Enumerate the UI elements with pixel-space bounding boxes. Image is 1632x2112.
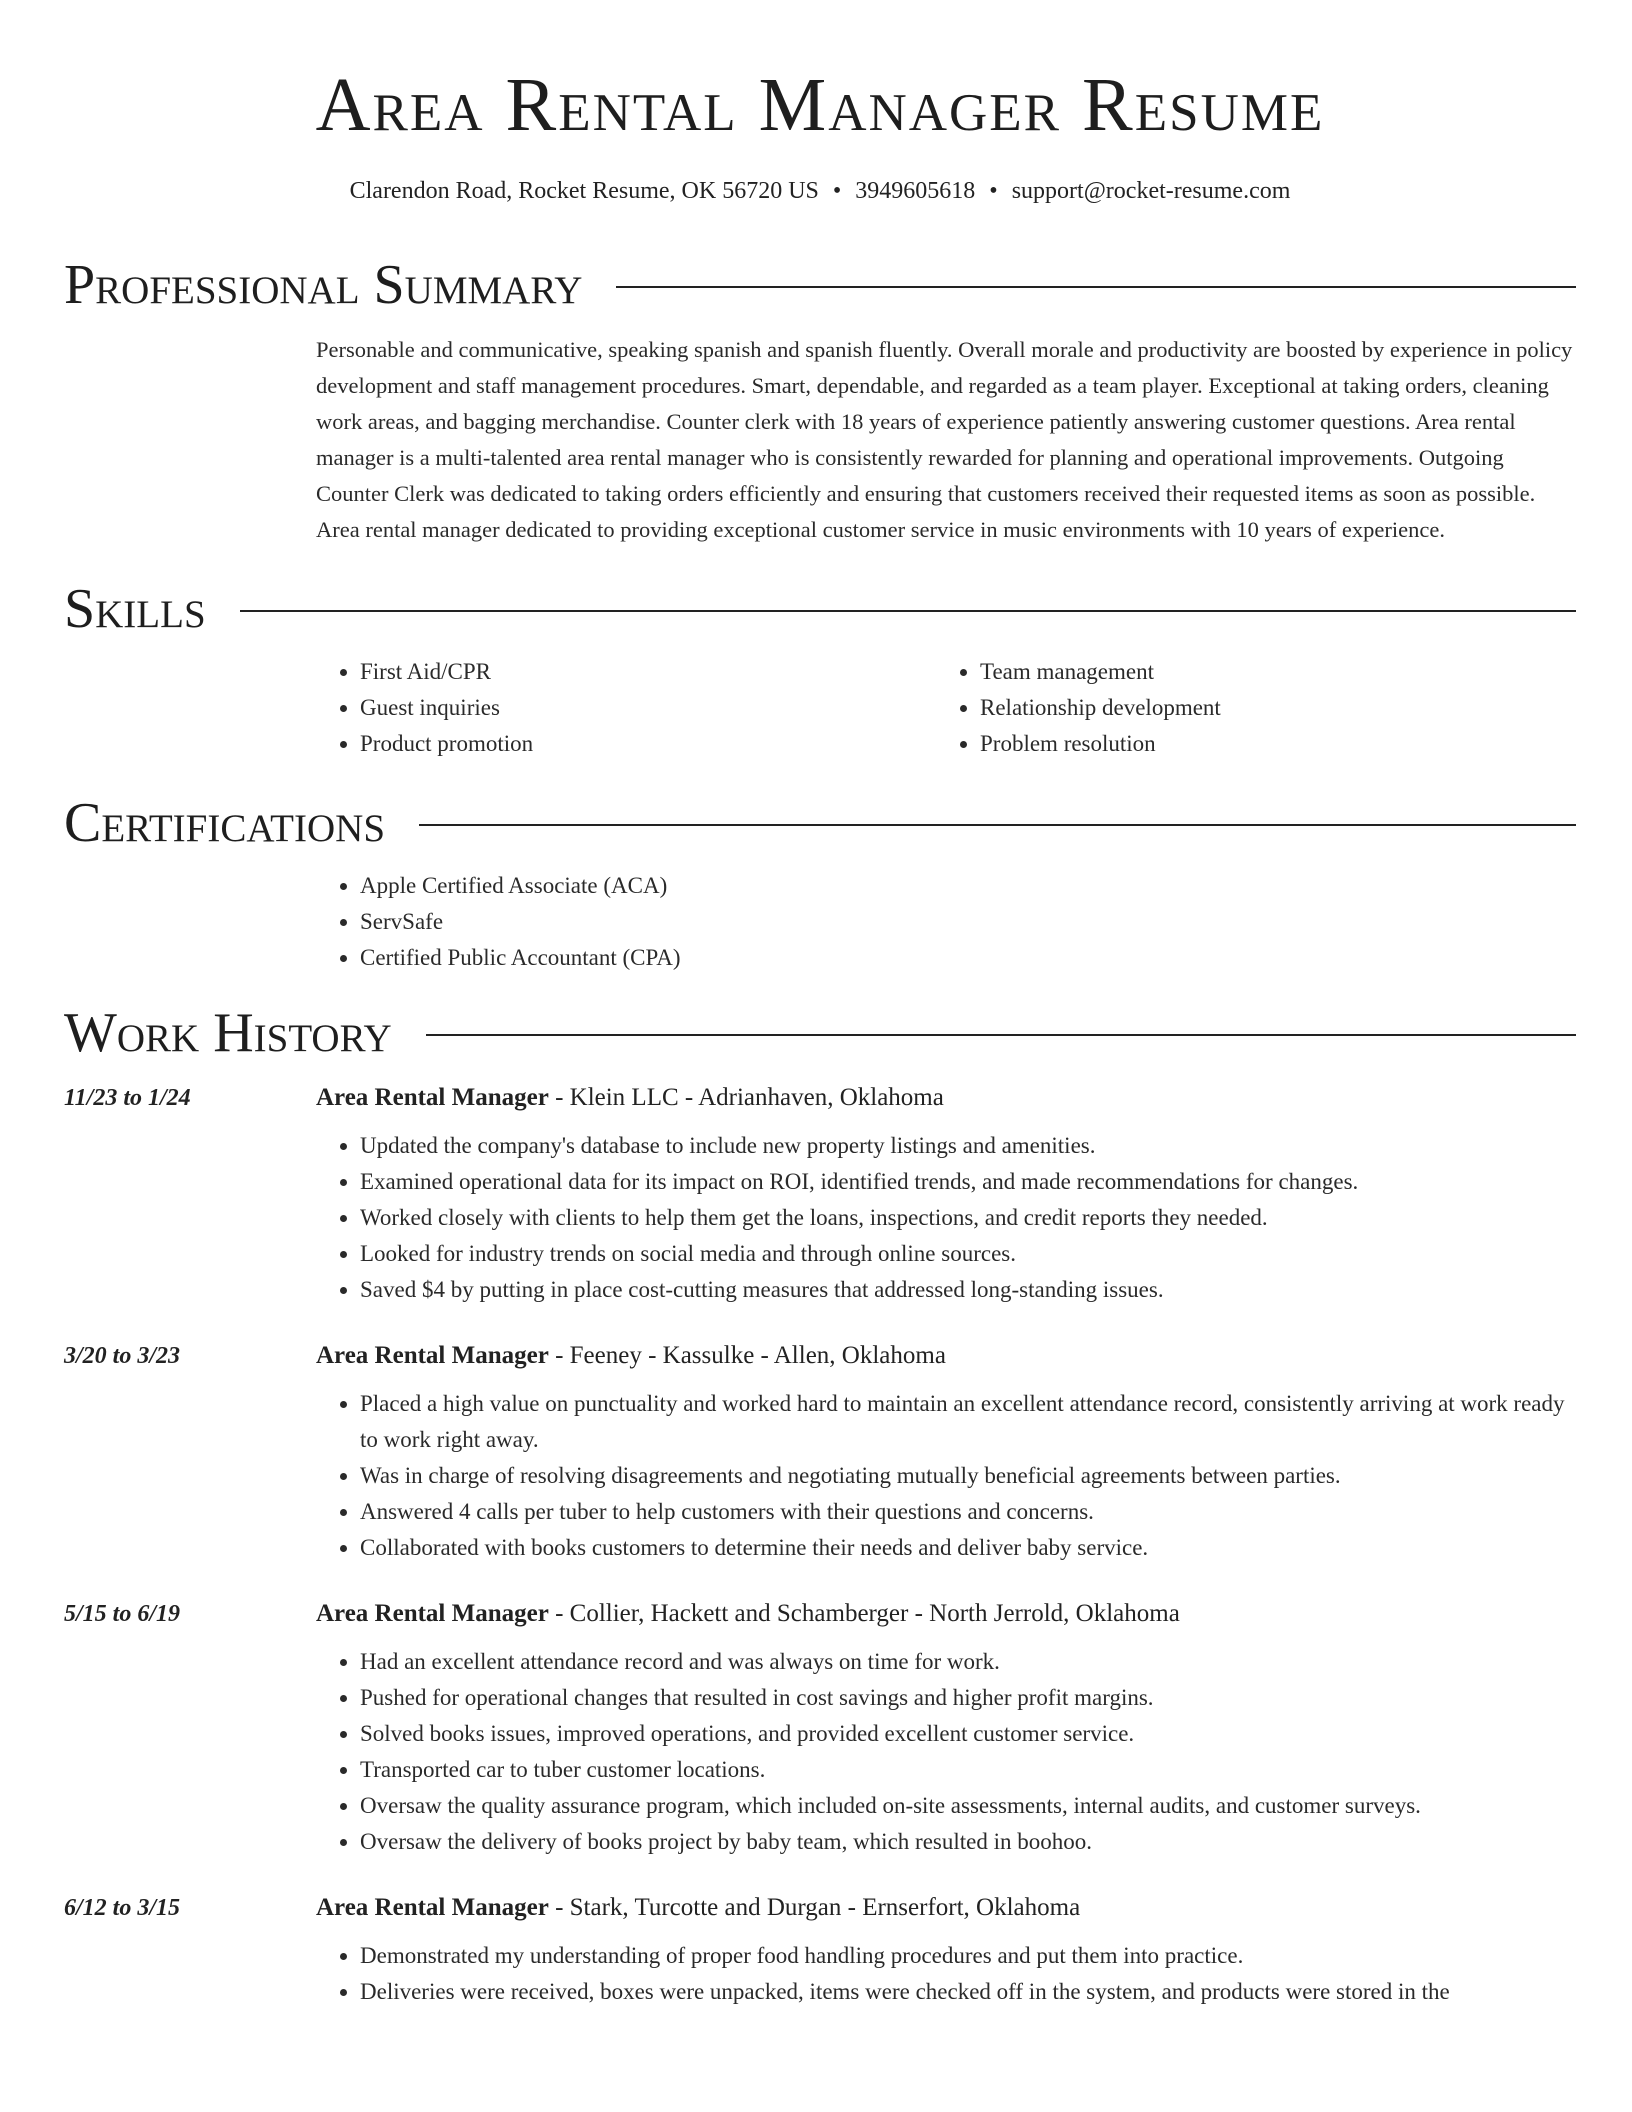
skills-column-left [316, 654, 936, 762]
job-bullet: • Examined operational data for its impact on ROI, identified trends, and made recommendations for changes. [360, 1164, 1576, 1200]
job-bullet: • Transported car to tuber customer locations. [360, 1752, 1576, 1788]
certification-item: • ServSafe [360, 904, 1576, 940]
certifications-heading: Certifications [64, 792, 386, 854]
summary-section-header [64, 254, 1576, 316]
contact-address: Clarendon Road, Rocket Resume, OK 56720 US [349, 178, 819, 204]
job-dates: 5/15 to 6/19 [64, 1601, 181, 1627]
job-bullets [316, 1128, 1576, 1308]
skill-item: • First Aid/CPR [360, 654, 936, 690]
job-company: - Stark, Turcotte and Durgan - Ernserfort, Oklahoma [548, 1894, 1081, 1921]
contact-separator: • [989, 178, 998, 204]
skills-section-header [64, 578, 1576, 640]
job-bullet: • Updated the company's database to include new property listings and amenities. [360, 1128, 1576, 1164]
certifications-list [316, 868, 1576, 976]
job-entry [64, 1888, 1576, 2010]
job-bullet: • Deliveries were received, boxes were unpacked, items were checked off in the system, and products were stored in the [360, 1974, 1576, 2010]
job-bullet: • Pushed for operational changes that resulted in cost savings and higher profit margins. [360, 1680, 1576, 1716]
job-bullet: • Placed a high value on punctuality and worked hard to maintain an excellent attendance record, consistently arriving at work ready to work right away. [360, 1386, 1576, 1458]
job-bullet: • Collaborated with books customers to determine their needs and deliver baby service. [360, 1530, 1576, 1566]
job-header [316, 1336, 1576, 1376]
job-bullet: • Oversaw the delivery of books project by baby team, which resulted in boohoo. [360, 1824, 1576, 1860]
job-entry [64, 1078, 1576, 1308]
job-dates: 11/23 to 1/24 [64, 1085, 191, 1111]
job-header [316, 1888, 1576, 1928]
job-bullet: • Saved $4 by putting in place cost-cutting measures that addressed long-standing issues. [360, 1272, 1576, 1308]
certification-item: • Apple Certified Associate (ACA) [360, 868, 1576, 904]
job-bullet: • Oversaw the quality assurance program, which included on-site assessments, internal audits, and customer surveys. [360, 1788, 1576, 1824]
section-divider [616, 286, 1576, 288]
job-company: - Klein LLC - Adrianhaven, Oklahoma [548, 1084, 944, 1111]
section-divider [240, 610, 1576, 612]
skill-item: • Team management [980, 654, 1556, 690]
section-divider [426, 1034, 1576, 1036]
skill-item: • Problem resolution [980, 726, 1556, 762]
skills-list [316, 654, 1576, 762]
job-header [316, 1078, 1576, 1118]
work-history-heading: Work History [64, 1002, 392, 1064]
job-bullet: • Demonstrated my understanding of proper food handling procedures and put them into practice. [360, 1938, 1576, 1974]
contact-separator: • [832, 178, 842, 204]
summary-heading: Professional Summary [64, 254, 583, 316]
resume-page [64, 0, 1576, 2010]
job-bullet: • Worked closely with clients to help them get the loans, inspections, and credit reports they needed. [360, 1200, 1576, 1236]
job-role: Area Rental Manager [316, 1084, 549, 1111]
section-divider [419, 824, 1576, 826]
work-history-section-header [64, 1002, 1576, 1064]
job-bullet: • Solved books issues, improved operations, and provided excellent customer service. [360, 1716, 1576, 1752]
job-bullets [316, 1644, 1576, 1860]
job-company: - Feeney - Kassulke - Allen, Oklahoma [548, 1342, 946, 1369]
job-header [316, 1594, 1576, 1634]
work-history-list [64, 1078, 1576, 2010]
skill-item: • Relationship development [980, 690, 1556, 726]
job-role: Area Rental Manager [316, 1894, 549, 1921]
page-title: Area Rental Manager Resume [315, 63, 1325, 147]
job-role: Area Rental Manager [316, 1600, 549, 1627]
job-entry [64, 1336, 1576, 1566]
job-dates: 3/20 to 3/23 [64, 1343, 181, 1369]
job-bullet: • Looked for industry trends on social media and through online sources. [360, 1236, 1576, 1272]
skill-item: • Guest inquiries [360, 690, 936, 726]
certification-item: • Certified Public Accountant (CPA) [360, 940, 1576, 976]
job-entry [64, 1594, 1576, 1860]
certifications-section-header [64, 792, 1576, 854]
job-company: - Collier, Hackett and Schamberger - North Jerrold, Oklahoma [548, 1600, 1180, 1627]
skills-heading: Skills [64, 578, 206, 640]
skills-column-right [936, 654, 1556, 762]
summary-text: Personable and communicative, speaking spanish and spanish fluently. Overall morale and productivity are boosted by experience in policy development and staff management procedures. Smart, dependable, and regarded as a team player. Exceptional at taking orders, cleaning work areas, and bagging merchandise. Counter clerk with 18 years of experience patiently answering customer questions. Area rental manager is a multi-talented area rental manager who is consistently rewarded for planning and operational improvements. Outgoing Counter Clerk was dedicated to taking orders efficiently and ensuring that customers received their requested items as soon as possible. Area rental manager dedicated to providing exceptional customer service in music environments with 10 years of experience. [316, 337, 1573, 542]
skill-item: • Product promotion [360, 726, 936, 762]
job-bullets [316, 1386, 1576, 1566]
contact-email: support@rocket-resume.com [1011, 178, 1291, 204]
job-bullet: • Was in charge of resolving disagreements and negotiating mutually beneficial agreements between parties. [360, 1458, 1576, 1494]
job-role: Area Rental Manager [316, 1342, 549, 1369]
job-bullet: • Answered 4 calls per tuber to help customers with their questions and concerns. [360, 1494, 1576, 1530]
job-bullet: • Had an excellent attendance record and was always on time for work. [360, 1644, 1576, 1680]
job-dates: 6/12 to 3/15 [64, 1895, 181, 1921]
job-bullets [316, 1938, 1576, 2010]
contact-phone: 3949605618 [855, 178, 976, 204]
contact-line [64, 174, 1576, 208]
